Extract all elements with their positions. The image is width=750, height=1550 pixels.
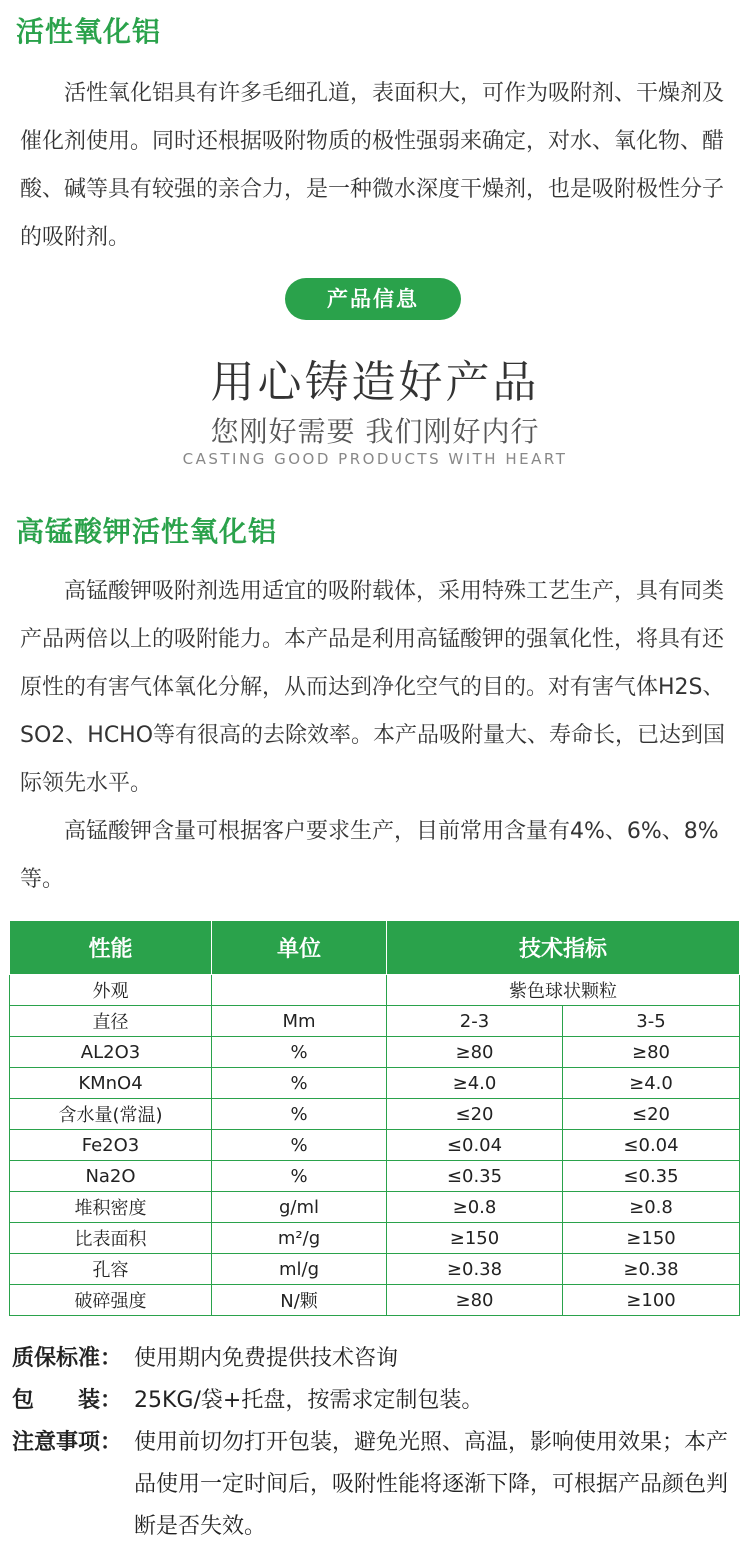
cell-v1: ≥0.38 [387, 1254, 563, 1285]
cell-v2: ≥100 [563, 1285, 740, 1316]
cell-name: KMnO4 [10, 1068, 212, 1099]
cell-v2: ≤0.35 [563, 1161, 740, 1192]
cell-v1: ≤20 [387, 1099, 563, 1130]
cell-unit: % [212, 1161, 387, 1192]
kmno4-paragraph-1: 高锰酸钾吸附剂选用适宜的吸附载体，采用特殊工艺生产，具有同类产品两倍以上的吸附能力。本产品是利用高锰酸钾的强氧化性，将具有还原性的有害气体氧化分解，从而达到净化空气的目的。对有害气体H2S、SO2、HCHO等有很高的去除效率。本产品吸附量大、寿命长，已达到国际领先水平。 [20, 579, 726, 796]
cell-v1: 2-3 [387, 1006, 563, 1037]
header-unit: 单位 [212, 921, 387, 975]
cell-v2: ≤0.04 [563, 1130, 740, 1161]
table-row [10, 1037, 740, 1068]
table-header-row [10, 921, 740, 975]
cell-name: 含水量(常温) [10, 1099, 212, 1130]
cell-v2: ≥0.8 [563, 1192, 740, 1223]
section-title-activated-alumina: 活性氧化铝 [16, 15, 162, 48]
note-precautions [12, 1422, 740, 1548]
cell-v1: ≥4.0 [387, 1068, 563, 1099]
table-row [10, 975, 740, 1006]
header-spec: 技术指标 [387, 921, 740, 975]
cell-v1: ≥80 [387, 1037, 563, 1068]
slogan-english: CASTING GOOD PRODUCTS WITH HEART [182, 450, 568, 468]
cell-name: 比表面积 [10, 1223, 212, 1254]
cell-unit: % [212, 1130, 387, 1161]
cell-v2: ≥80 [563, 1037, 740, 1068]
header-property: 性能 [10, 921, 212, 975]
cell-v2: ≥150 [563, 1223, 740, 1254]
kmno4-paragraph-2: 高锰酸钾含量可根据客户要求生产，目前常用含量有4%、6%、8%等。 [20, 819, 719, 892]
note-label: 包 装： [12, 1388, 123, 1413]
intro-text: 活性氧化铝具有许多毛细孔道，表面积大，可作为吸附剂、干燥剂及催化剂使用。同时还根据吸附物质的极性强弱来确定，对水、氧化物、醋酸、碱等具有较强的亲合力，是一种微水深度干燥剂，也是吸附极性分子的吸附剂。 [20, 81, 725, 250]
note-packaging [12, 1380, 740, 1422]
slogan-main: 用心铸造好产品 [210, 357, 540, 408]
cell-unit: Mm [212, 1006, 387, 1037]
table-row [10, 1006, 740, 1037]
kmno4-description [20, 568, 735, 904]
cell-v2: ≤20 [563, 1099, 740, 1130]
table-row [10, 1254, 740, 1285]
cell-name: 堆积密度 [10, 1192, 212, 1223]
cell-unit: % [212, 1068, 387, 1099]
table-row [10, 1068, 740, 1099]
cell-name: 孔容 [10, 1254, 212, 1285]
table-row [10, 1223, 740, 1254]
cell-v1: ≤0.35 [387, 1161, 563, 1192]
cell-v2: ≥4.0 [563, 1068, 740, 1099]
cell-name: 外观 [10, 975, 212, 1006]
cell-v1: ≥80 [387, 1285, 563, 1316]
note-label: 注意事项： [12, 1430, 123, 1455]
cell-unit: % [212, 1099, 387, 1130]
cell-v2: 3-5 [563, 1006, 740, 1037]
cell-unit: ml/g [212, 1254, 387, 1285]
spec-table [9, 920, 740, 1316]
cell-unit: g/ml [212, 1192, 387, 1223]
cell-unit: % [212, 1037, 387, 1068]
product-info-badge: 产品信息 [285, 278, 461, 320]
cell-v1: ≤0.04 [387, 1130, 563, 1161]
section-title-kmno4-alumina: 高锰酸钾活性氧化铝 [16, 515, 278, 548]
cell-v1: ≥150 [387, 1223, 563, 1254]
cell-name: Fe2O3 [10, 1130, 212, 1161]
cell-unit: m²/g [212, 1223, 387, 1254]
note-text: 使用期内免费提供技术咨询 [134, 1346, 399, 1371]
note-warranty [12, 1338, 740, 1380]
cell-v1: ≥0.8 [387, 1192, 563, 1223]
cell-v2: ≥0.38 [563, 1254, 740, 1285]
table-row [10, 1285, 740, 1316]
table-row [10, 1130, 740, 1161]
note-label: 质保标准： [12, 1346, 123, 1371]
note-text: 使用前切勿打开包装，避免光照、高温，影响使用效果；本产品使用一定时间后，吸附性能将逐渐下降，可根据产品颜色判断是否失效。 [134, 1430, 729, 1539]
table-row [10, 1161, 740, 1192]
table-row [10, 1099, 740, 1130]
slogan-sub: 您刚好需要 我们刚好内行 [210, 415, 540, 448]
cell-name: AL2O3 [10, 1037, 212, 1068]
note-text: 25KG/袋+托盘，按需求定制包装。 [134, 1388, 484, 1413]
cell-name: 直径 [10, 1006, 212, 1037]
cell-name: 破碎强度 [10, 1285, 212, 1316]
cell-name: Na2O [10, 1161, 212, 1192]
table-row [10, 1192, 740, 1223]
cell-unit [212, 975, 387, 1006]
cell-unit: N/颗 [212, 1285, 387, 1316]
notes-section [12, 1338, 740, 1548]
intro-paragraph [20, 70, 735, 262]
cell-value: 紫色球状颗粒 [387, 975, 740, 1006]
